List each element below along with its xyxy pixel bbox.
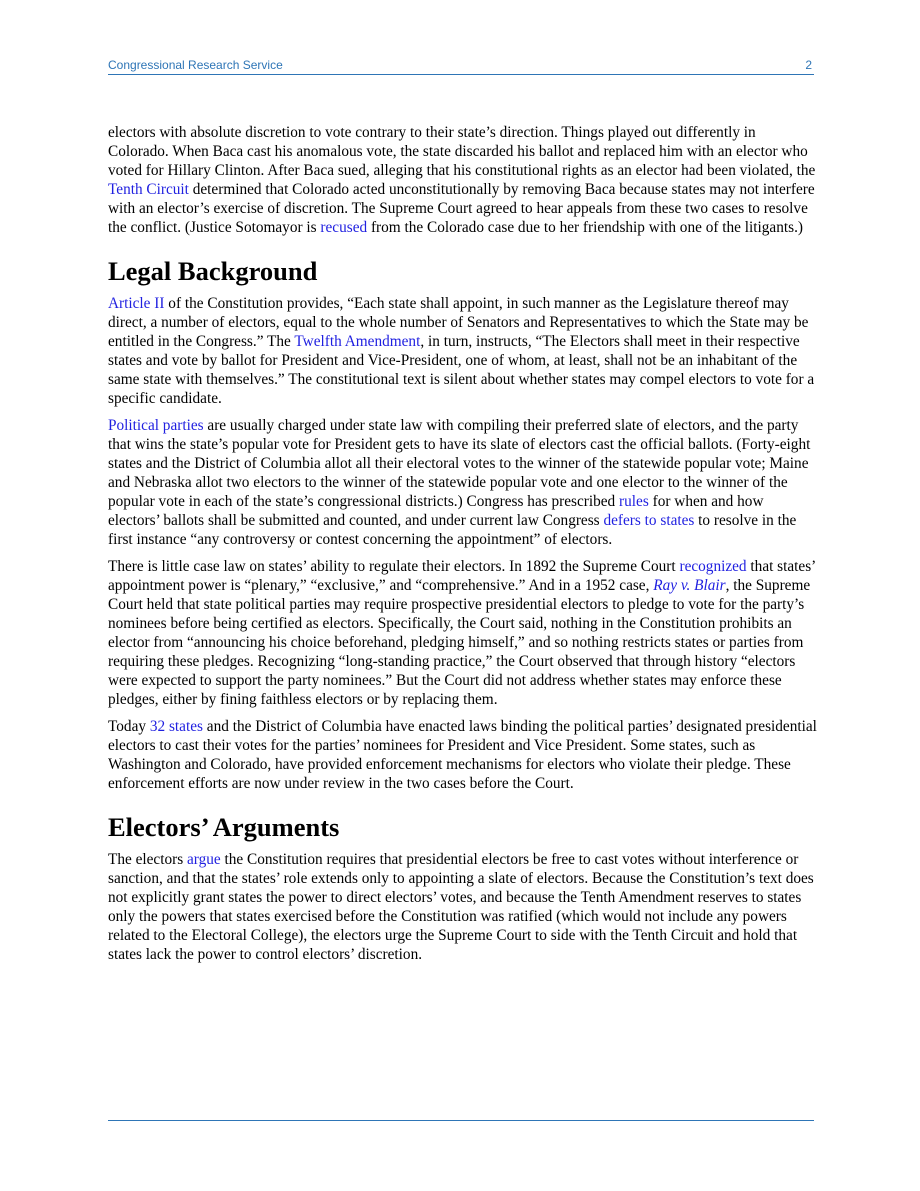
paragraph-political-parties: Political parties are usually charged under state law with compiling their preferred slate of electors, and the party that wins the state’s popular vote for President gets to have its slate of electors cast the official ballots. (Forty-eight states and the District of Columbia allot all their electoral votes to the winner of the statewide popular vote; Maine and Nebraska allot two electors to the winner of the statewide popular vote and one elector to the winner of the popular vote in each of the state’s congressional districts.) Congress has prescribed rules for when and how electors’ ballots shall be submitted and counted, and under current law Congress defers to states to resolve in the first instance “any controversy or contest concerning the appointment” of electors. (108, 417, 811, 548)
link-article-ii[interactable]: Article II (108, 295, 165, 312)
page-header (108, 58, 814, 75)
link-recused[interactable]: recused (320, 219, 368, 236)
link-defers-to-states[interactable]: defers to states (603, 512, 695, 529)
link-twelfth-amendment[interactable]: Twelfth Amendment (294, 333, 421, 350)
link-argue[interactable]: argue (187, 851, 221, 868)
paragraph-electors-argue: The electors argue the Constitution requires that presidential electors be free to cast votes without interference or sanction, and that the states’ role extends only to appointing a slate of electors. Because the Constitution’s text does not explicitly grant states the power to direct electors’ votes, and because the Tenth Amendment reserves to states only the powers that states exercised before the Constitution was ratified (which would not include any powers related to the Electoral College), the electors urge the Supreme Court to side with the Tenth Circuit and hold that states lack the power to control electors’ discretion. (108, 851, 814, 963)
footer-divider (108, 1120, 814, 1121)
link-recognized[interactable]: recognized (679, 558, 747, 575)
link-tenth-circuit[interactable]: Tenth Circuit (108, 181, 189, 198)
paragraph-binding-laws: Today 32 states and the District of Columbia have enacted laws binding the political parties’ designated presidential electors to cast their votes for the parties’ nominees for President and Vice President. Some states, such as Washington and Colorado, have provided enforcement mechanisms for electors who violate their pledge. These enforcement efforts are now under review in the two cases before the Court. (108, 718, 817, 792)
paragraph-intro-continued: electors with absolute discretion to vote contrary to their state’s direction. Things played out differently in Colorado. When Baca cast his anomalous vote, the state discarded his ballot and replaced him with an elector who voted for Hillary Clinton. After Baca sued, alleging that his constitutional rights as an elector had been violated, the Tenth Circuit determined that Colorado acted unconstitutionally by removing Baca because states may not interfere with an elector’s exercise of discretion. The Supreme Court agreed to hear appeals from these two cases to resolve the conflict. (Justice Sotomayor is recused from the Colorado case due to her friendship with one of the litigants.) (108, 124, 816, 236)
paragraph-article-ii: Article II of the Constitution provides, “Each state shall appoint, in such manner as the Legislature thereof may direct, a number of electors, equal to the whole number of Senators and Representatives to which the State may be entitled in the Congress.” The Twelfth Amendment, in turn, instructs, “The Electors shall meet in their respective states and vote by ballot for President and Vice-President, one of whom, at least, shall not be an inhabitant of the same state with themselves.” The constitutional text is silent about whether states may compel electors to vote for a specific candidate. (108, 295, 815, 407)
link-ray-v-blair[interactable]: Ray v. Blair (653, 577, 726, 594)
paragraph-case-law: There is little case law on states’ ability to regulate their electors. In 1892 the Supreme Court recognized that states’ appointment power is “plenary,” “exclusive,” and “comprehensive.” And in a 1952 case, Ray v. Blair, the Supreme Court held that state political parties may require prospective presidential electors to pledge to vote for the party’s nominees before being certified as electors. Specifically, the Court said, nothing in the Constitution prohibits an elector from “announcing his choice beforehand, pledging himself,” and so nothing restricts states or parties from requiring these pledges. Recognizing “long-standing practice,” the Court observed that through history “electors were expected to support the party nominees.” But the Court did not address whether states may enforce these pledges, either by fining faithless electors or by replacing them. (108, 558, 816, 708)
heading-legal-background: Legal Background (108, 256, 318, 286)
heading-electors-arguments: Electors’ Arguments (108, 812, 340, 842)
link-32-states[interactable]: 32 states (149, 718, 203, 735)
header-org-name: Congressional Research Service (108, 58, 283, 72)
link-political-parties[interactable]: Political parties (108, 417, 204, 434)
document-body (108, 123, 818, 972)
link-rules[interactable]: rules (619, 493, 649, 510)
page-number: 2 (805, 58, 812, 72)
